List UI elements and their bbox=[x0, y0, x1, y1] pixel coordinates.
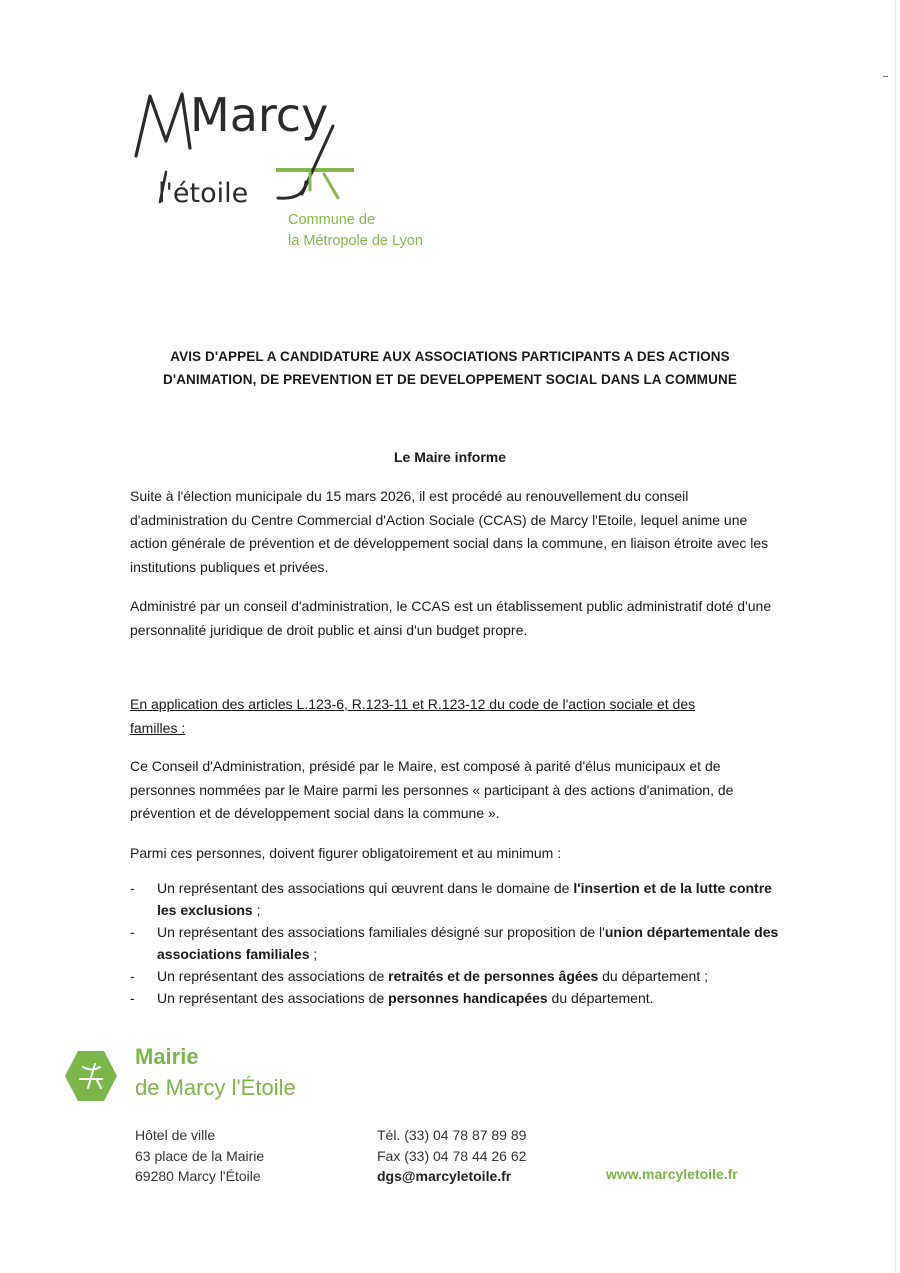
list-dash: - bbox=[130, 924, 135, 940]
list-item-end: ; bbox=[252, 902, 261, 918]
list-item bbox=[130, 921, 790, 965]
scan-mark bbox=[883, 76, 888, 77]
commune-line2: la Métropole de Lyon bbox=[288, 233, 423, 249]
website-link: www.marcyletoile.fr bbox=[606, 1166, 738, 1182]
list-item-bold: retraités et de personnes âgées bbox=[388, 968, 599, 984]
notice-title-line2: D'ANIMATION, DE PREVENTION ET DE DEVELOPPEMENT SOCIAL DANS LA COMMUNE bbox=[163, 372, 737, 387]
postal-address bbox=[135, 1125, 264, 1187]
address-line: 63 place de la Mairie bbox=[135, 1147, 265, 1164]
paragraph-council: Ce Conseil d'Administration, présidé par le Maire, est composé à parité d'élus municipaux et de personnes nommées par le Maire parmi les personnes « participant à des actions d'animation, de prévention et de développement social dans la commune ». bbox=[130, 758, 734, 821]
notice-subtitle: Le Maire informe bbox=[393, 449, 507, 465]
list-item bbox=[130, 877, 790, 921]
list-item-end: ; bbox=[309, 946, 318, 962]
email-address: dgs@marcyletoile.fr bbox=[377, 1168, 512, 1184]
list-item-bold: personnes handicapées bbox=[388, 990, 548, 1006]
contact-block bbox=[377, 1125, 526, 1187]
list-item-text: Un représentant des associations de bbox=[157, 990, 389, 1006]
notice-title bbox=[140, 345, 760, 391]
list-dash: - bbox=[130, 990, 135, 1006]
phone-number: Tél. (33) 04 78 87 89 89 bbox=[377, 1127, 527, 1143]
list-item-text: Un représentant des associations de bbox=[157, 968, 389, 984]
list-item-end: du département. bbox=[547, 990, 654, 1006]
address-line: 69280 Marcy l'Étoile bbox=[135, 1168, 261, 1184]
list-item-bold: l'insertion et de la lutte contre les exclusions bbox=[157, 880, 772, 918]
list-item-text: Un représentant des associations familiales désigné sur proposition de l' bbox=[157, 924, 605, 940]
list-item bbox=[130, 987, 790, 1009]
list-item bbox=[130, 965, 790, 987]
list-dash: - bbox=[130, 968, 135, 984]
mairie-hexagon-icon bbox=[64, 1050, 118, 1102]
mairie-subtitle: de Marcy l'Étoile bbox=[135, 1075, 296, 1100]
paragraph-administration: Administré par un conseil d'administration, le CCAS est un établissement public administratif doté d'une personnalité juridique de droit public et ainsi d'un budget propre. bbox=[130, 598, 772, 638]
mairie-title: Mairie bbox=[135, 1044, 199, 1069]
list-item-bold: union départementale des associations familiales bbox=[157, 924, 779, 962]
commune-line1: Commune de bbox=[288, 212, 376, 228]
page-edge-line bbox=[895, 0, 896, 1273]
commune-label bbox=[288, 210, 423, 252]
paragraph-requirements: Parmi ces personnes, doivent figurer obligatoirement et au minimum : bbox=[130, 845, 562, 861]
list-item-end: du département ; bbox=[598, 968, 708, 984]
list-item-text: Un représentant des associations qui œuvrent dans le domaine de bbox=[157, 880, 574, 896]
marcy-etoile-logo bbox=[128, 86, 458, 256]
paragraph-legal-reference: En application des articles L.123-6, R.123-11 et R.123-12 du code de l'action sociale et des familles : bbox=[130, 696, 696, 736]
fax-number: Fax (33) 04 78 44 26 62 bbox=[377, 1147, 527, 1164]
logo-star-graphic bbox=[128, 86, 368, 211]
paragraph-election: Suite à l'élection municipale du 15 mars 2026, il est procédé au renouvellement du conseil d'administration du Centre Commercial d'Action Sociale (CCAS) de Marcy l'Etoile, lequel anime une action générale de prévention et de développement social dans la commune, en liaison étroite avec les institutions publiques et privées. bbox=[130, 488, 769, 575]
list-dash: - bbox=[130, 880, 135, 896]
address-line: Hôtel de ville bbox=[135, 1127, 216, 1143]
logo-brand-main: Marcy bbox=[190, 88, 329, 142]
logo-brand-sub: l'étoile bbox=[158, 178, 249, 209]
representatives-list bbox=[130, 877, 790, 1009]
notice-title-line1: AVIS D'APPEL A CANDIDATURE AUX ASSOCIATIONS PARTICIPANTS A DES ACTIONS bbox=[170, 349, 730, 364]
